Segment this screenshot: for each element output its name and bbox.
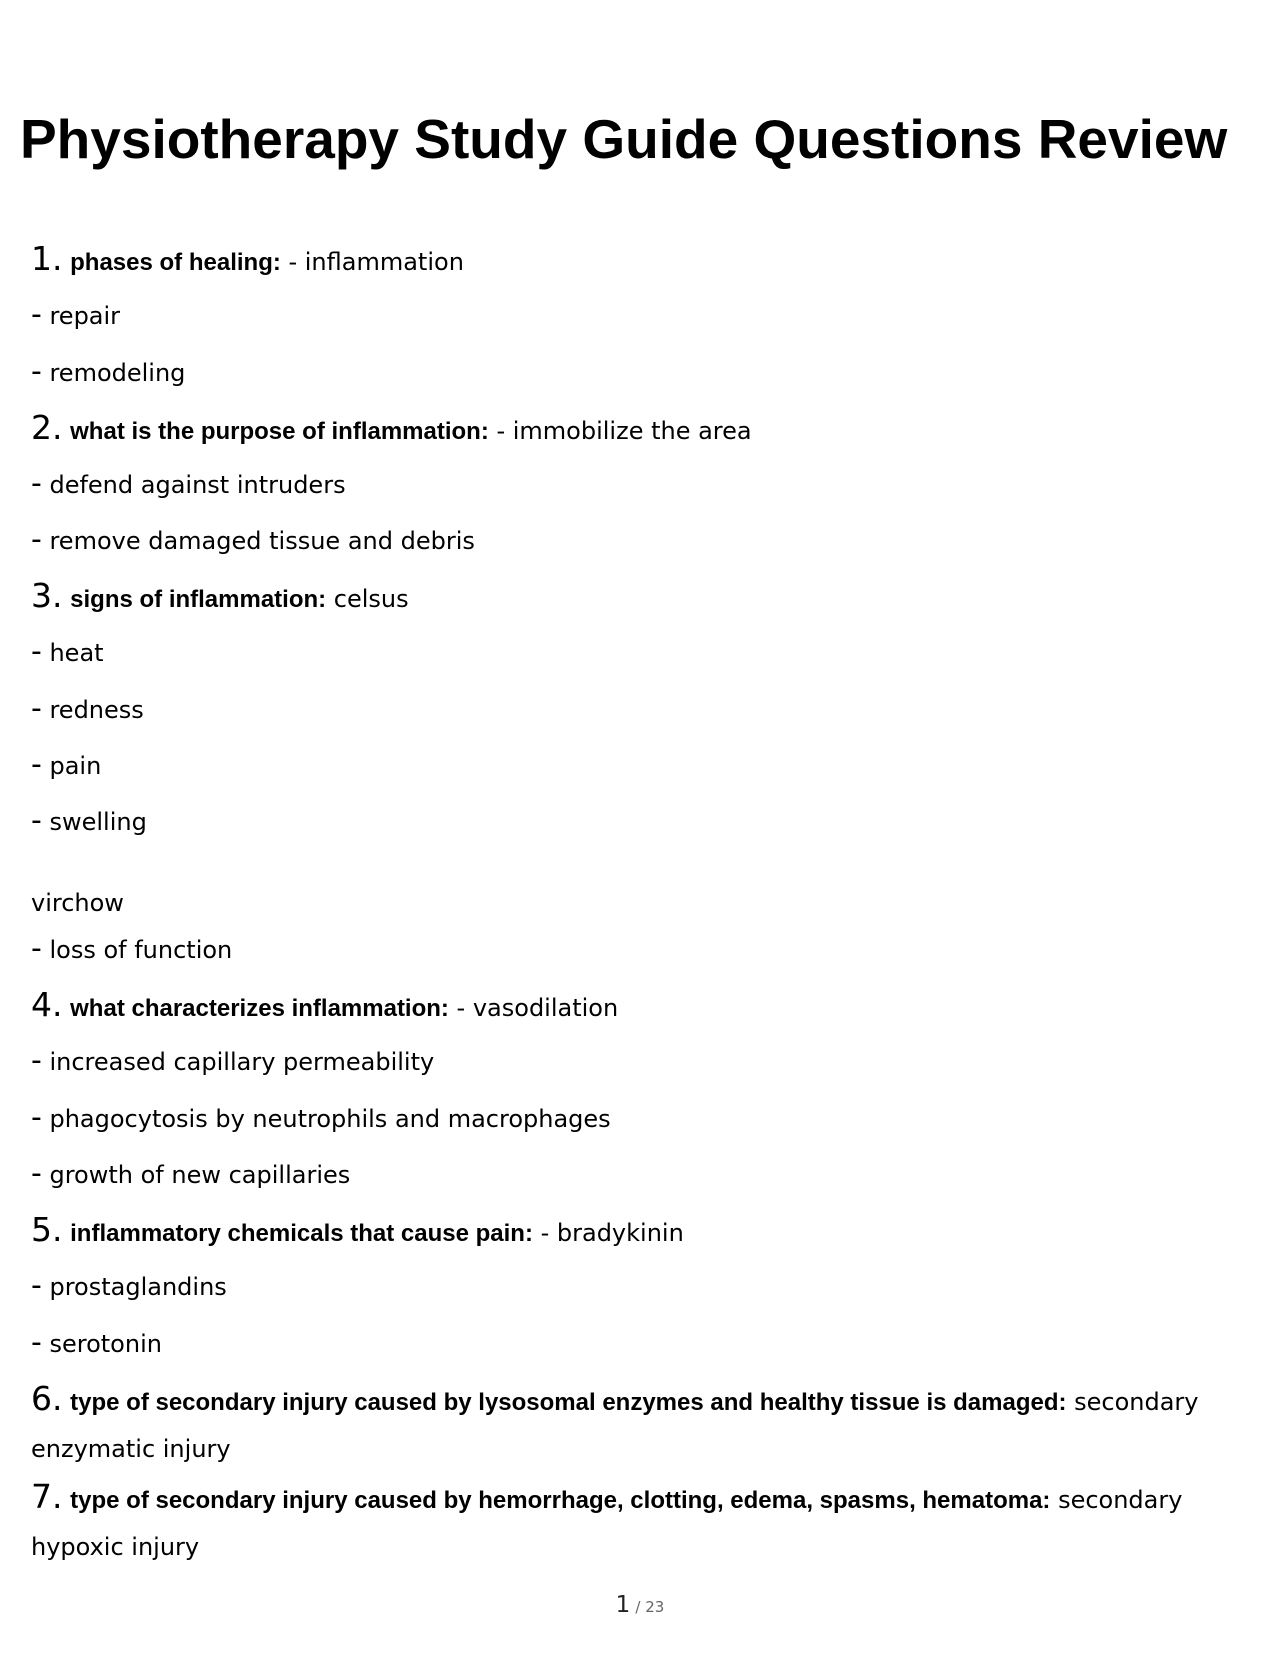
answer-text: secondary enzymatic injury (31, 1388, 1199, 1463)
question-3 (31, 573, 1261, 623)
question-6 (31, 1376, 1261, 1472)
answer-line: - defend against intruders (31, 466, 346, 501)
answer-text: - vasodilation (448, 994, 619, 1022)
answer-text: secondary hypoxic injury (31, 1486, 1183, 1561)
question-number: 7. (31, 1477, 63, 1516)
question-number: 1. (31, 239, 63, 278)
question-text: phases of healing: (70, 249, 281, 276)
question-text: type of secondary injury caused by hemorrhage, clotting, edema, spasms, hematoma: (70, 1487, 1051, 1514)
answer-line: - loss of function (31, 931, 233, 966)
question-4 (31, 982, 1261, 1032)
answer-line: - pain (31, 747, 102, 782)
page-number (0, 1592, 1280, 1618)
answer-text: - inflammation (280, 248, 464, 276)
answer-line: - phagocytosis by neutrophils and macrophages (31, 1100, 611, 1135)
answer-line: - redness (31, 691, 144, 726)
question-number: 3. (31, 576, 63, 615)
answer-line: - remodeling (31, 354, 186, 389)
question-text: type of secondary injury caused by lysosomal enzymes and healthy tissue is damaged: (70, 1389, 1067, 1416)
question-text: what is the purpose of inflammation: (70, 418, 489, 445)
question-text: signs of inflammation: (70, 586, 327, 613)
question-number: 6. (31, 1379, 63, 1418)
answer-text: - immobilize the area (488, 417, 752, 445)
answer-line: - repair (31, 297, 121, 332)
question-number: 5. (31, 1210, 63, 1249)
question-5 (31, 1207, 1261, 1257)
answer-line: - serotonin (31, 1325, 162, 1360)
question-text: inflammatory chemicals that cause pain: (70, 1220, 533, 1247)
answer-line: - increased capillary permeability (31, 1043, 435, 1078)
document-title: Physiotherapy Study Guide Questions Review (20, 108, 1228, 170)
answer-text: celsus (326, 585, 409, 613)
answer-line: - swelling (31, 803, 147, 838)
total-pages: / 23 (635, 1598, 665, 1616)
answer-line: - heat (31, 634, 104, 669)
answer-line: - prostaglandins (31, 1268, 227, 1303)
answer-text: - bradykinin (532, 1219, 684, 1247)
answer-note: virchow (31, 889, 124, 917)
question-7 (31, 1474, 1261, 1570)
question-number: 4. (31, 985, 63, 1024)
answer-line: - remove damaged tissue and debris (31, 522, 475, 557)
question-2 (31, 405, 1261, 455)
question-text: what characterizes inflammation: (70, 995, 449, 1022)
answer-line: - growth of new capillaries (31, 1156, 351, 1191)
current-page: 1 (615, 1592, 631, 1618)
question-1 (31, 236, 1261, 286)
question-number: 2. (31, 408, 63, 447)
